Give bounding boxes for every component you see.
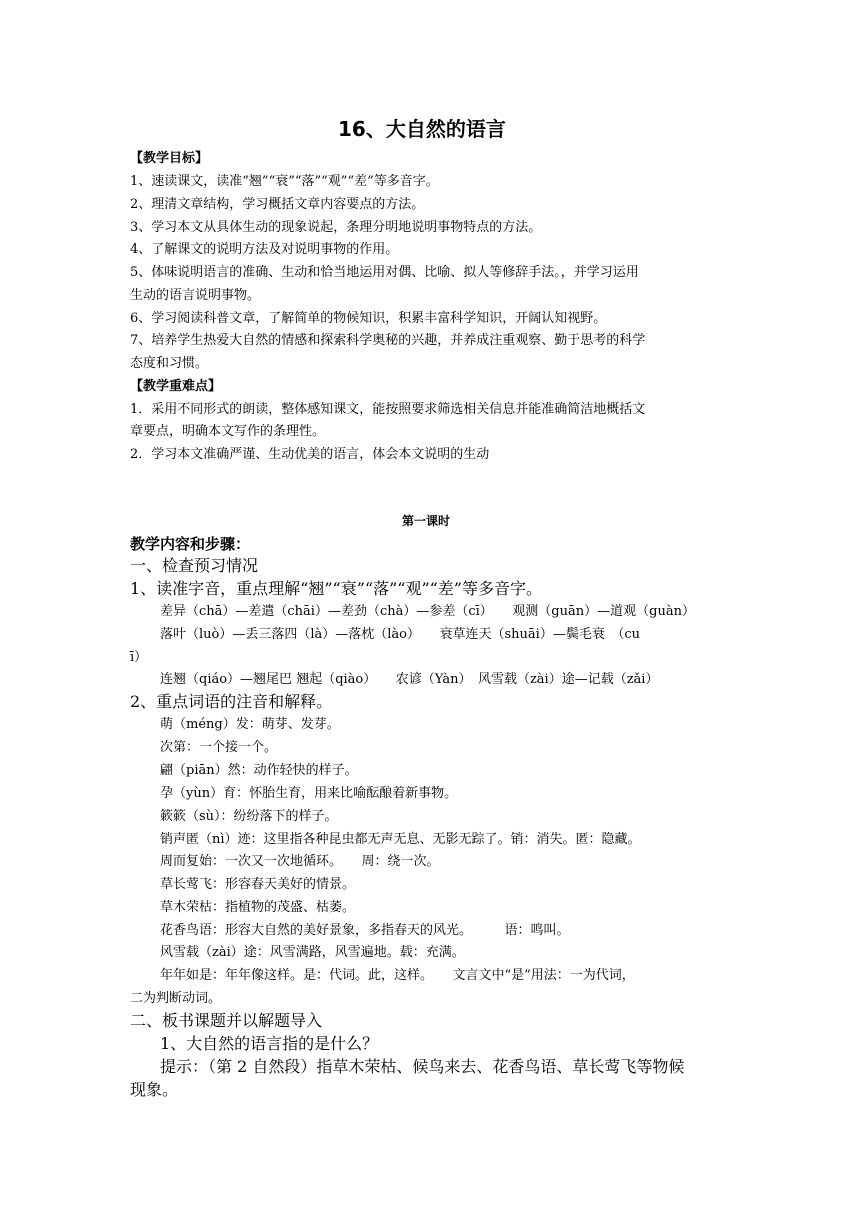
goal-line: 生动的语言说明事物。: [130, 288, 261, 303]
pronunciation-line: ī）: [130, 650, 148, 665]
vocab-line: 年年如是：年年像这样。是：代词。此，这样。 文言文中“是”用法：一为代词，: [160, 968, 635, 983]
hint-line: 提示：（第 2 自然段）指草木荣枯、候鸟来去、花香鸟语、草长莺飞等物候: [160, 1057, 685, 1076]
vocab-line: 草木荣枯：指植物的茂盛、枯萎。: [160, 900, 356, 915]
vocab-line: 萌（méng）发：萌芽、发芽。: [160, 717, 340, 732]
goal-line: 1、速读课文，读准“翘”“衰”“落”“观”“差”等多音字。: [130, 174, 439, 189]
keypoint-line: 章要点，明确本文写作的条理性。: [130, 424, 326, 439]
vocab-line: 销声匿（nì）迹：这里指各种昆虫都无声无息、无影无踪了。销：消失。匿：隐藏。: [160, 832, 641, 847]
vocab-line: 二为判断动词。: [130, 991, 222, 1006]
section-heading: 一、检查预习情况: [130, 556, 259, 575]
vocab-line: 风雪载（zài）途：风雪满路，风雪遍地。载：充满。: [160, 945, 465, 960]
pronunciation-line: 落叶（luò）—丢三落四（là）—落枕（lào） 衰草连天（shuāi）—鬓毛衰 （cu: [160, 627, 640, 642]
goal-line: 7、培养学生热爱大自然的情感和探索科学奥秘的兴趣，并养成注重观察、勤于思考的科学: [130, 333, 646, 348]
vocab-line: 簌簌（sù）：纷纷落下的样子。: [160, 809, 338, 824]
pronunciation-line: 连翘（qiáo）—翘尾巴 翘起（qiào） 农谚（Yàn） 风雪载（zài）途—记载（zǎi）: [160, 672, 659, 687]
goal-line: 6、学习阅读科普文章，了解简单的物候知识，积累丰富科学知识，开阔认知视野。: [130, 311, 607, 326]
keypoint-line: 2．学习本文准确严谨、生动优美的语言，体会本文说明的生动: [130, 447, 490, 462]
vocab-line: 周而复始：一次又一次地循环。 周：绕一次。: [160, 854, 440, 869]
vocab-line: 次第：一个接一个。: [160, 740, 278, 755]
vocab-line: 花香鸟语：形容大自然的美好景象，多指春天的风光。 语：鸣叫。: [160, 923, 570, 938]
goal-line: 2、理清文章结构，学习概括文章内容要点的方法。: [130, 197, 425, 212]
numbered-item: 2、重点词语的注音和解释。: [130, 692, 333, 711]
goals-heading: 【教学目标】: [130, 151, 209, 166]
question-line: 1、大自然的语言指的是什么？: [160, 1034, 379, 1053]
pronunciation-line: 差异（chā）—差遣（chāi）—差劲（chà）—参差（cī） 观测（guān）—道观（guàn）: [160, 604, 695, 619]
vocab-line: 孕（yùn）育：怀胎生育，用来比喻酝酿着新事物。: [160, 786, 458, 801]
vocab-line: 翩（piān）然：动作轻快的样子。: [160, 763, 358, 778]
lesson-subheading: 教学内容和步骤：: [130, 535, 251, 553]
hint-line: 现象。: [130, 1080, 179, 1099]
goal-line: 3、学习本文从具体生动的现象说起，条理分明地说明事物特点的方法。: [130, 220, 542, 235]
page-title: 16、大自然的语言: [338, 117, 506, 141]
section-heading: 二、板书课题并以解题导入: [130, 1011, 323, 1030]
vocab-line: 草长莺飞：形容春天美好的情景。: [160, 877, 356, 892]
goal-line: 5、体味说明语言的准确、生动和恰当地运用对偶、比喻、拟人等修辞手法。，并学习运用: [130, 265, 639, 280]
keypoint-line: 1．采用不同形式的朗读，整体感知课文，能按照要求筛选相关信息并能准确简洁地概括文: [130, 402, 646, 417]
goal-line: 4、了解课文的说明方法及对说明事物的作用。: [130, 242, 399, 257]
keypoints-heading: 【教学重难点】: [130, 379, 222, 394]
numbered-item: 1、读准字音，重点理解“翘”“衰”“落”“观”“差”等多音字。: [130, 579, 542, 598]
lesson-heading: 第一课时: [402, 514, 451, 528]
goal-line: 态度和习惯。: [130, 356, 209, 371]
